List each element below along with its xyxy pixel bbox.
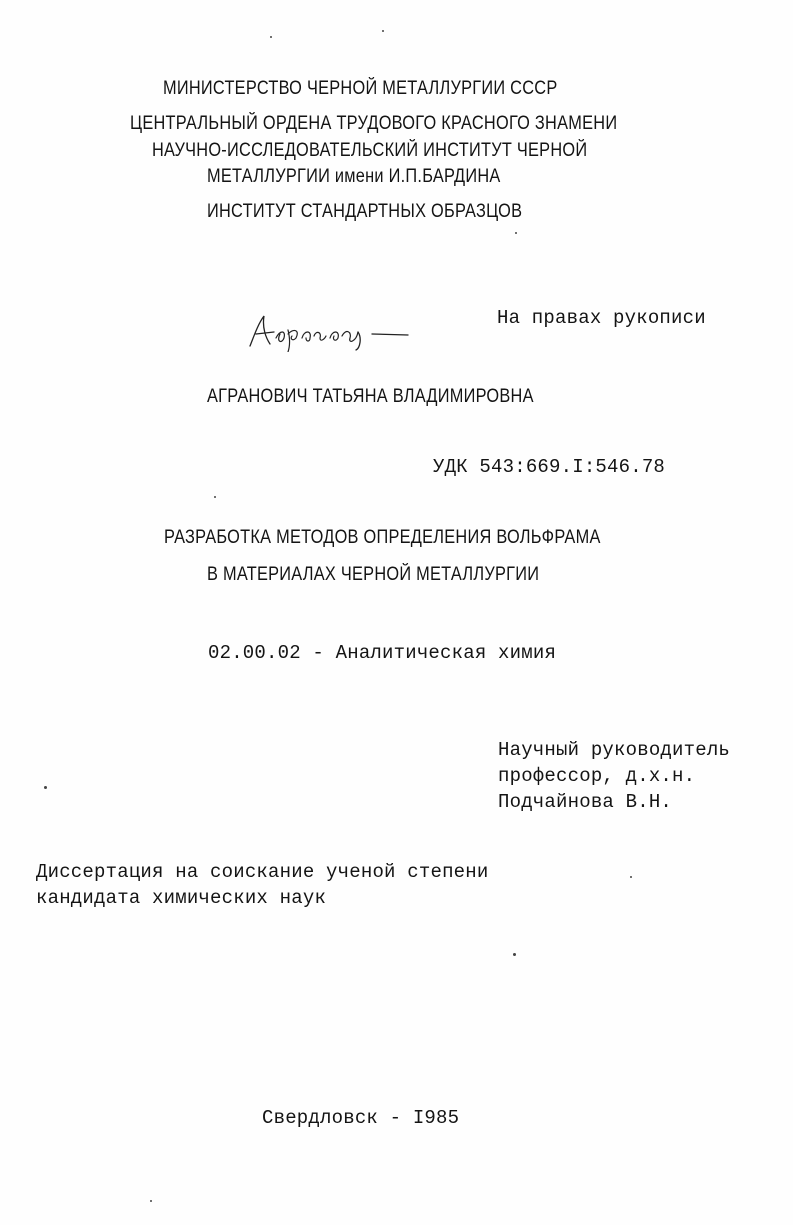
supervisor-name: Подчайнова В.Н. bbox=[498, 791, 673, 813]
institute-line-2: НАУЧНО-ИССЛЕДОВАТЕЛЬСКИЙ ИНСТИТУТ ЧЕРНОЙ bbox=[152, 140, 588, 161]
sub-institute: ИНСТИТУТ СТАНДАРТНЫХ ОБРАЗЦОВ bbox=[207, 201, 523, 222]
ministry-heading: МИНИСТЕРСТВО ЧЕРНОЙ МЕТАЛЛУРГИИ СССР bbox=[163, 78, 558, 99]
specialty-code: 02.00.02 - Аналитическая химия bbox=[208, 642, 557, 664]
rights-note: На правах рукописи bbox=[497, 307, 706, 329]
dissertation-title-line-2: В МАТЕРИАЛАХ ЧЕРНОЙ МЕТАЛЛУРГИИ bbox=[207, 564, 540, 585]
handwritten-signature bbox=[240, 308, 410, 352]
scan-speck bbox=[270, 36, 272, 38]
place-and-year: Свердловск - I985 bbox=[262, 1107, 460, 1129]
scan-speck bbox=[513, 953, 516, 956]
author-name: АГРАНОВИЧ ТАТЬЯНА ВЛАДИМИРОВНА bbox=[207, 386, 534, 407]
institute-line-3: МЕТАЛЛУРГИИ имени И.П.БАРДИНА bbox=[207, 166, 501, 187]
supervisor-degree: профессор, д.х.н. bbox=[498, 765, 696, 787]
scan-speck bbox=[515, 232, 517, 234]
supervisor-role: Научный руководитель bbox=[498, 739, 731, 761]
dissertation-statement-line-1: Диссертация на соискание ученой степени bbox=[36, 861, 489, 883]
scan-speck bbox=[630, 876, 632, 878]
institute-line-1: ЦЕНТРАЛЬНЫЙ ОРДЕНА ТРУДОВОГО КРАСНОГО ЗНАМЕНИ bbox=[130, 113, 618, 134]
scan-speck bbox=[382, 30, 384, 32]
scan-speck bbox=[214, 496, 216, 498]
dissertation-statement-line-2: кандидата химических наук bbox=[36, 887, 327, 909]
scan-speck bbox=[150, 1200, 152, 1202]
udc-code: УДК 543:669.I:546.78 bbox=[433, 456, 666, 478]
scan-speck bbox=[44, 786, 47, 789]
dissertation-title-line-1: РАЗРАБОТКА МЕТОДОВ ОПРЕДЕЛЕНИЯ ВОЛЬФРАМА bbox=[164, 527, 601, 548]
